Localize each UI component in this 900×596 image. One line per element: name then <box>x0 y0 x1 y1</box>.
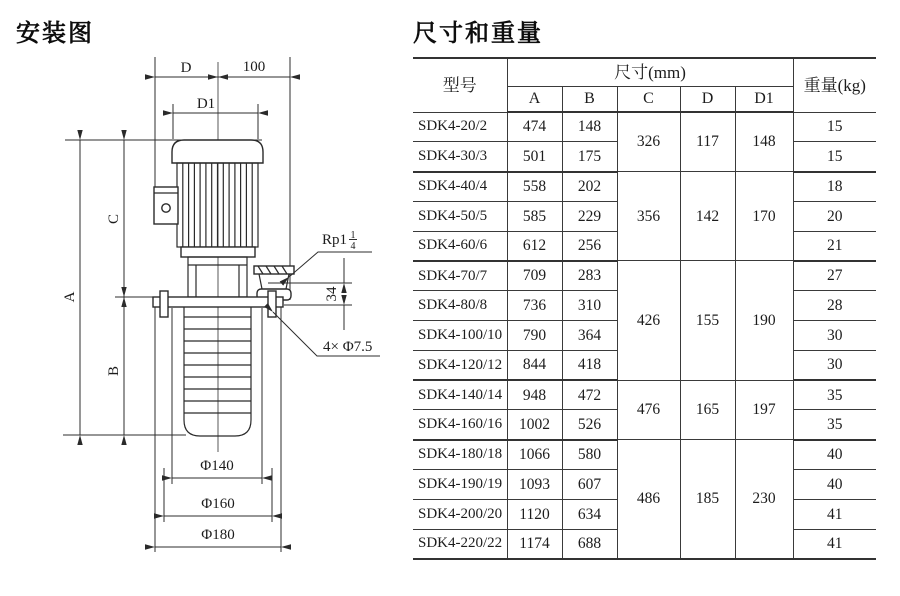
bolt-holes-label: 4× Φ7.5 <box>323 339 373 355</box>
cell-d1: 230 <box>735 440 793 559</box>
cell-d1: 170 <box>735 172 793 261</box>
cell-b: 634 <box>562 499 617 529</box>
cell-model: SDK4-70/7 <box>413 261 507 291</box>
dim-label-c: C <box>106 213 122 225</box>
cell-d1: 197 <box>735 380 793 440</box>
cell-a: 558 <box>507 172 562 202</box>
cell-weight: 15 <box>793 112 876 142</box>
cell-b: 310 <box>562 291 617 321</box>
cell-c: 486 <box>617 440 680 559</box>
cell-weight: 41 <box>793 499 876 529</box>
header-col-a: A <box>507 86 562 112</box>
cell-b: 526 <box>562 410 617 440</box>
cell-a: 474 <box>507 112 562 142</box>
cell-a: 790 <box>507 321 562 351</box>
cell-a: 612 <box>507 231 562 261</box>
cell-weight: 35 <box>793 380 876 410</box>
cell-c: 326 <box>617 112 680 172</box>
dia-label-140: Φ140 <box>200 458 234 474</box>
installation-diagram <box>0 0 410 596</box>
cell-model: SDK4-220/22 <box>413 529 507 559</box>
cell-a: 709 <box>507 261 562 291</box>
table-row <box>413 261 876 291</box>
port-thread-fraction-numerator: 1 <box>350 230 356 241</box>
dim-label-34: 34 <box>324 286 340 302</box>
header-model: 型号 <box>413 58 507 112</box>
header-col-d: D <box>680 86 735 112</box>
cell-b: 202 <box>562 172 617 202</box>
cell-model: SDK4-200/20 <box>413 499 507 529</box>
cell-b: 418 <box>562 350 617 380</box>
cell-model: SDK4-20/2 <box>413 112 507 142</box>
dia-label-180: Φ180 <box>201 527 235 543</box>
cell-a: 501 <box>507 142 562 172</box>
port-thread-fraction-denominator: 4 <box>350 241 356 252</box>
bolt-hole-tab <box>160 291 168 317</box>
pump-head <box>188 257 247 297</box>
cell-c: 426 <box>617 261 680 380</box>
header-weight: 重量(kg) <box>793 58 876 112</box>
table-row <box>413 172 876 202</box>
header-size-group: 尺寸(mm) <box>507 58 793 86</box>
dim-label-b: B <box>106 365 122 377</box>
cell-model: SDK4-80/8 <box>413 291 507 321</box>
cell-weight: 41 <box>793 529 876 559</box>
header-col-c: C <box>617 86 680 112</box>
dim-label-a: A <box>62 291 78 303</box>
cell-d: 165 <box>680 380 735 440</box>
dim-label-100: 100 <box>242 59 266 75</box>
dia-label-160: Φ160 <box>201 496 235 512</box>
cell-b: 148 <box>562 112 617 142</box>
cell-model: SDK4-180/18 <box>413 440 507 470</box>
table-row <box>413 112 876 142</box>
barrel-stages <box>184 317 251 413</box>
cell-weight: 20 <box>793 201 876 231</box>
motor-outline <box>154 140 263 257</box>
cell-a: 585 <box>507 201 562 231</box>
cell-a: 1120 <box>507 499 562 529</box>
cell-model: SDK4-160/16 <box>413 410 507 440</box>
cell-weight: 28 <box>793 291 876 321</box>
cell-model: SDK4-50/5 <box>413 201 507 231</box>
cell-weight: 18 <box>793 172 876 202</box>
terminal-box <box>154 187 178 224</box>
cell-d: 185 <box>680 440 735 559</box>
cell-a: 1174 <box>507 529 562 559</box>
cell-b: 229 <box>562 201 617 231</box>
cell-model: SDK4-190/19 <box>413 470 507 500</box>
installation-title: 安装图 <box>16 20 94 47</box>
cell-model: SDK4-120/12 <box>413 350 507 380</box>
cell-b: 580 <box>562 440 617 470</box>
cell-a: 1002 <box>507 410 562 440</box>
cell-b: 472 <box>562 380 617 410</box>
cell-a: 1093 <box>507 470 562 500</box>
dimensions-weight-title: 尺寸和重量 <box>413 20 543 47</box>
dimensions-weight-table <box>413 57 876 560</box>
cell-b: 175 <box>562 142 617 172</box>
header-col-d1: D1 <box>735 86 793 112</box>
cell-model: SDK4-30/3 <box>413 142 507 172</box>
cell-b: 283 <box>562 261 617 291</box>
cell-weight: 30 <box>793 321 876 351</box>
pump-barrel <box>184 307 251 436</box>
cell-a: 1066 <box>507 440 562 470</box>
cell-b: 607 <box>562 470 617 500</box>
cell-d1: 190 <box>735 261 793 380</box>
cell-model: SDK4-140/14 <box>413 380 507 410</box>
cell-weight: 21 <box>793 231 876 261</box>
cell-c: 476 <box>617 380 680 440</box>
cell-weight: 15 <box>793 142 876 172</box>
cell-weight: 40 <box>793 440 876 470</box>
cell-model: SDK4-60/6 <box>413 231 507 261</box>
dim-label-d: D <box>180 60 192 76</box>
cell-d: 142 <box>680 172 735 261</box>
cell-d: 155 <box>680 261 735 380</box>
cell-d: 117 <box>680 112 735 172</box>
cell-model: SDK4-40/4 <box>413 172 507 202</box>
cell-weight: 40 <box>793 470 876 500</box>
table-row <box>413 380 876 410</box>
dim-label-d1: D1 <box>196 96 216 112</box>
cell-weight: 35 <box>793 410 876 440</box>
cell-b: 364 <box>562 321 617 351</box>
cell-weight: 30 <box>793 350 876 380</box>
port-thread-label: Rp1 <box>322 232 348 248</box>
terminal-box-hole <box>162 204 170 212</box>
motor-fins <box>183 163 252 247</box>
cell-model: SDK4-100/10 <box>413 321 507 351</box>
header-col-b: B <box>562 86 617 112</box>
cell-weight: 27 <box>793 261 876 291</box>
cell-b: 688 <box>562 529 617 559</box>
table-row <box>413 440 876 470</box>
cell-a: 844 <box>507 350 562 380</box>
cell-c: 356 <box>617 172 680 261</box>
cell-d1: 148 <box>735 112 793 172</box>
cell-a: 948 <box>507 380 562 410</box>
cell-a: 736 <box>507 291 562 321</box>
cell-b: 256 <box>562 231 617 261</box>
